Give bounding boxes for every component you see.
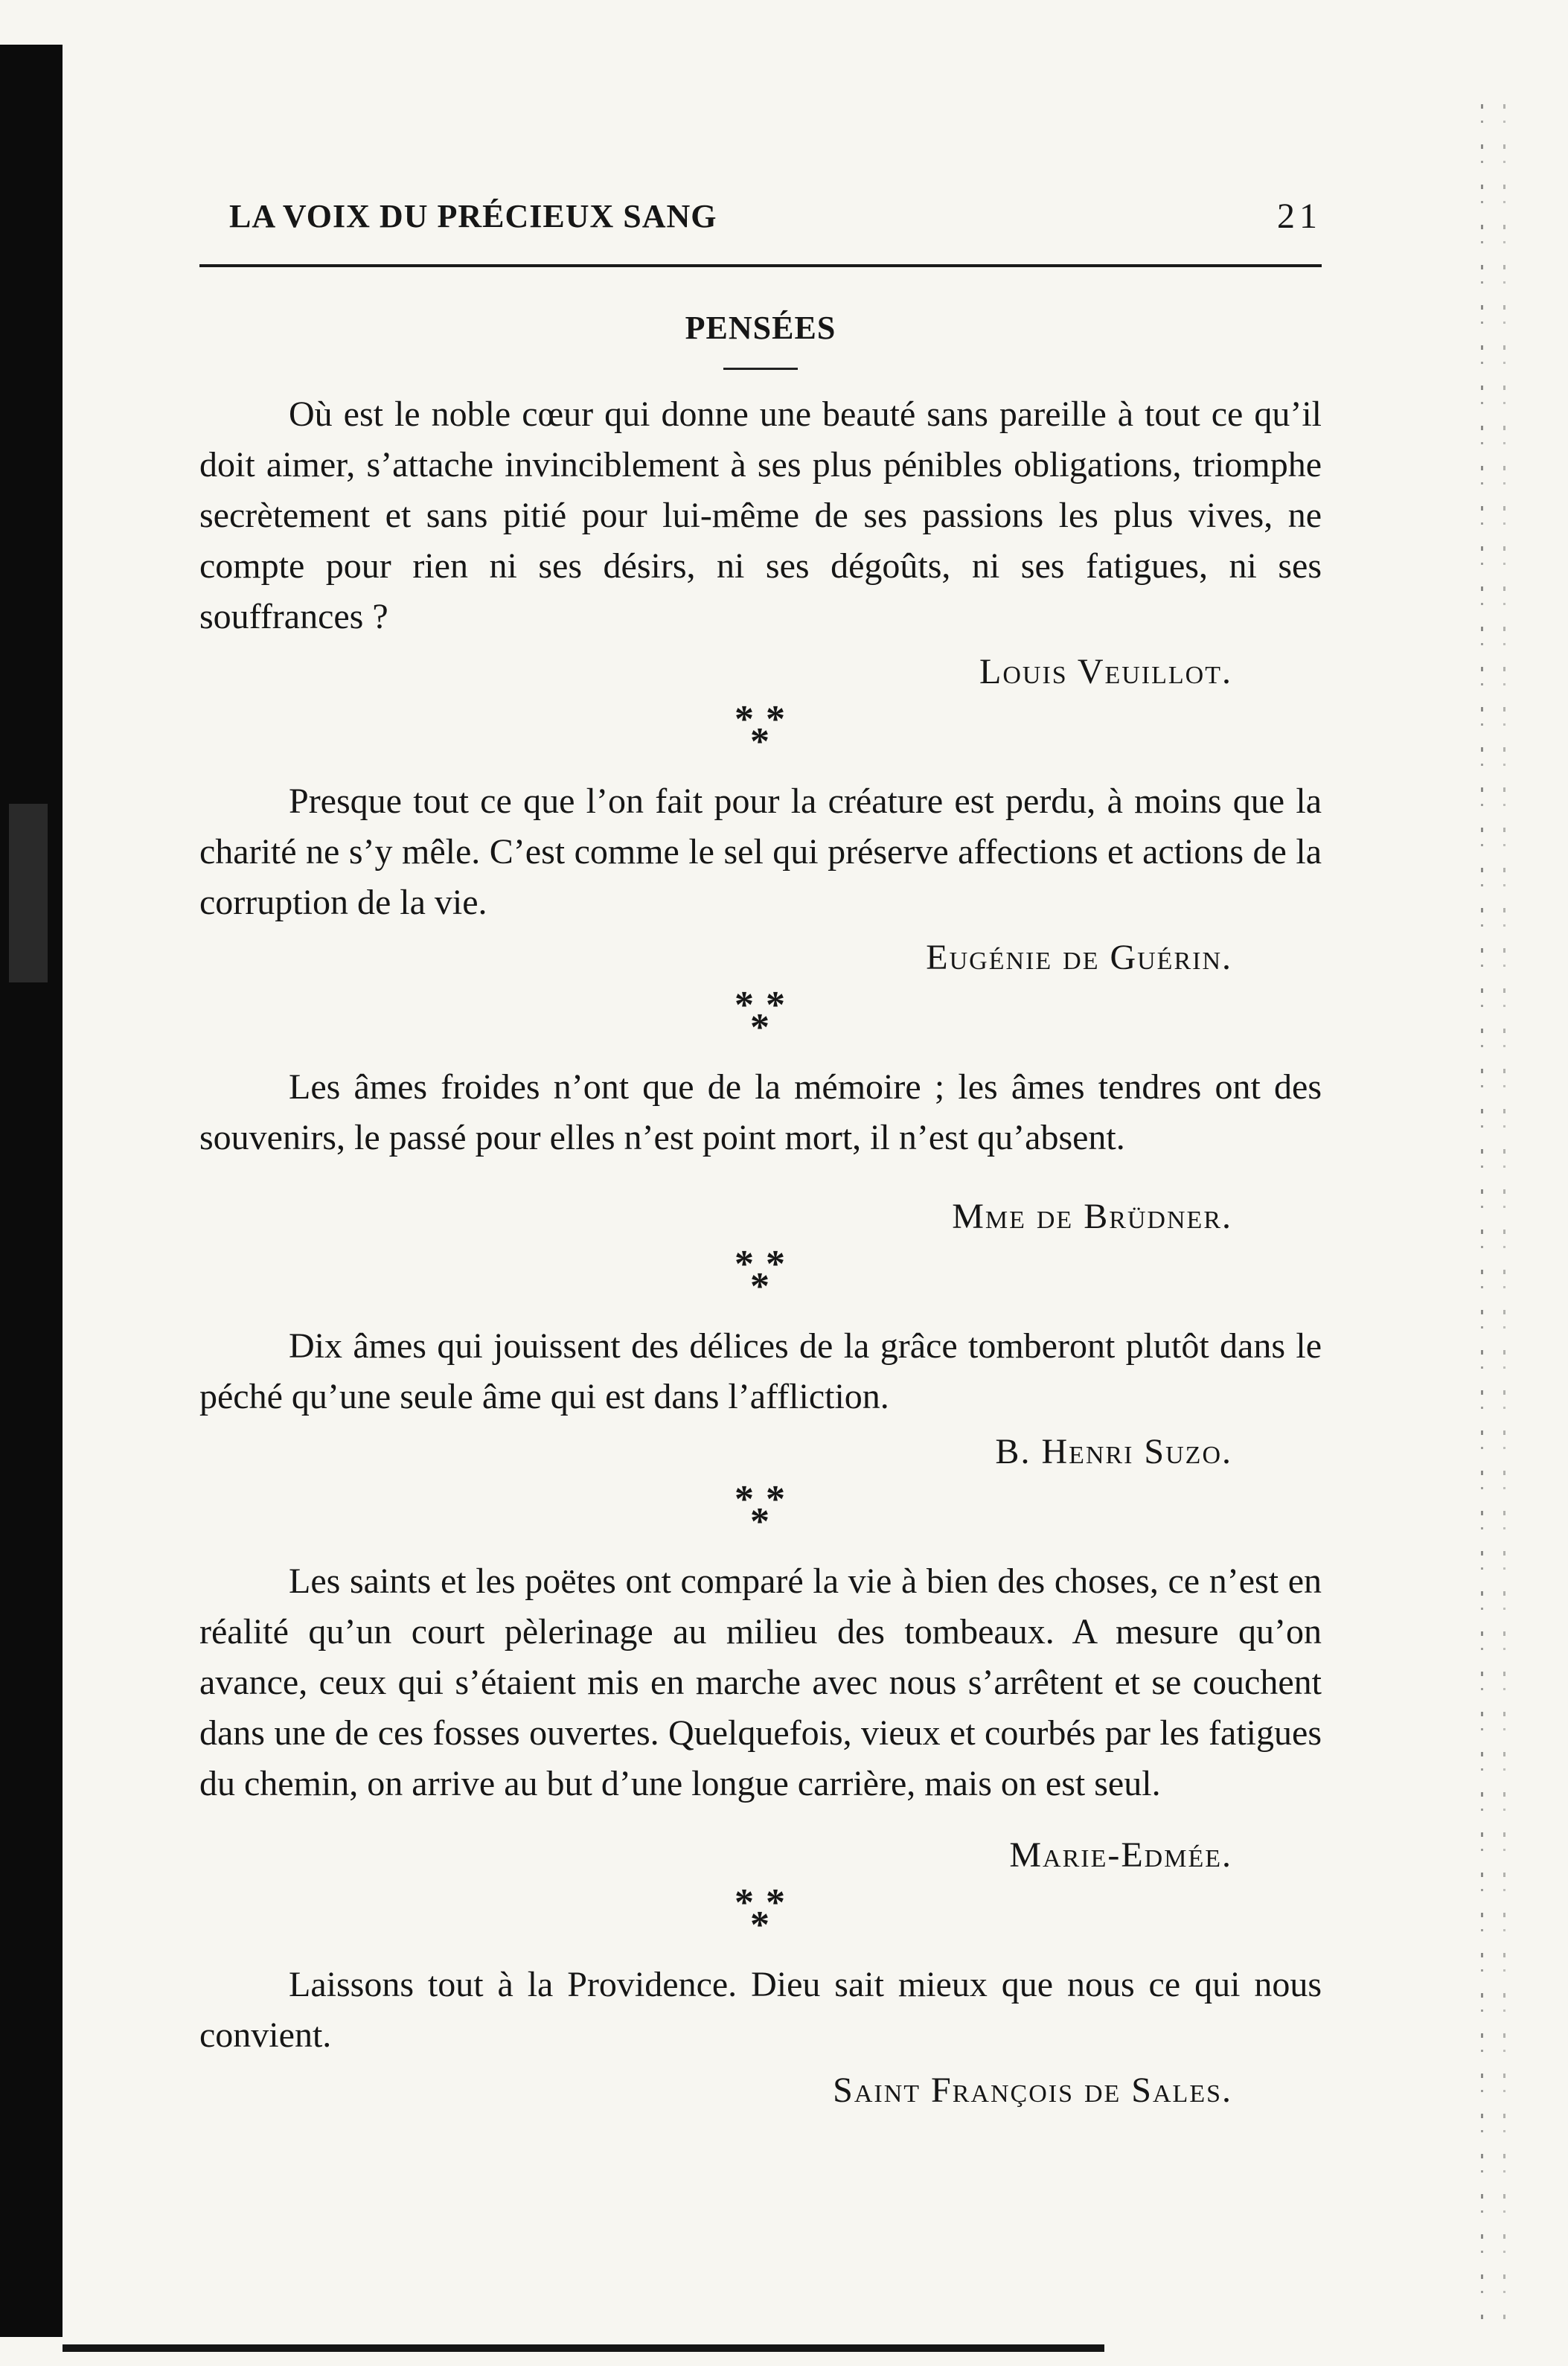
asterism: * * * — [735, 984, 785, 1049]
asterism: * * * — [735, 1243, 785, 1308]
ornamental-title: LA VOIX DU PRÉCIEUX SANG — [229, 198, 717, 234]
bottom-page-edge — [63, 2344, 1104, 2352]
quote-text: Les saints et les poëtes ont comparé la vie à bien des choses, ce n’est en réalité qu’un court pèlerinage au milieu des tombeaux. A mesure qu’on avance, ceux qui s’étaient mis en marche avec nous s’arrêtent et se couchent dans une de ces fosses ouvertes. Quelquefois, vieux et courbés par les fatigues du chemin, on arrive au but d’une longue carrière, mais on est seul. — [199, 1561, 1322, 1803]
title-underline — [723, 368, 798, 370]
header-rule — [199, 264, 1322, 267]
quote-text: Dix âmes qui jouissent des délices de la grâce tomberont plutôt dans le péché qu’une seule âme qui est dans l’affliction. — [199, 1326, 1322, 1416]
section-title: PENSÉES — [685, 310, 836, 346]
page-edge-speckle — [1481, 104, 1483, 2322]
page-edge-speckle — [1503, 104, 1505, 2322]
asterism: * * * — [735, 698, 785, 763]
quote-text: Presque tout ce que l’on fait pour la créature est perdu, à moins que la charité ne s’y mêle. C’est comme le sel qui préserve affections et actions de la corruption de la vie. — [199, 781, 1322, 922]
quote-author: Eugénie de Guérin. — [926, 938, 1232, 977]
quote-author: Saint François de Sales. — [833, 2071, 1232, 2110]
asterism: * * * — [735, 1881, 785, 1946]
spine-highlight — [9, 804, 48, 982]
quote-text: Laissons tout à la Providence. Dieu sait mieux que nous ce qui nous convient. — [199, 1965, 1322, 2055]
quote-author: Mme de Brüdner. — [952, 1197, 1232, 1236]
printed-page — [199, 190, 1322, 2116]
quote-text: Les âmes froides n’ont que de la mémoire ; les âmes tendres ont des souvenirs, le passé pour elles n’est point mort, il n’est qu’absent. — [199, 1067, 1322, 1157]
asterism: * * * — [735, 1478, 785, 1543]
quote-author: Marie-Edmée. — [1009, 1835, 1232, 1875]
book-spine-shadow — [0, 45, 63, 2337]
page-number: 21 — [1277, 196, 1322, 236]
quote-author: Louis Veuillot. — [979, 652, 1232, 691]
running-head — [199, 190, 1322, 249]
quote-text: Où est le noble cœur qui donne une beauté sans pareille à tout ce qu’il doit aimer, s’attache invinciblement à ses plus pénibles obligations, triomphe secrètement et sans pitié pour lui-même de ses passions les plus vives, ne compte pour rien ni ses désirs, ni ses dégoûts, ni ses fatigues, ni ses souffrances ? — [199, 394, 1322, 636]
quote-author: B. Henri Suzo. — [995, 1432, 1232, 1471]
